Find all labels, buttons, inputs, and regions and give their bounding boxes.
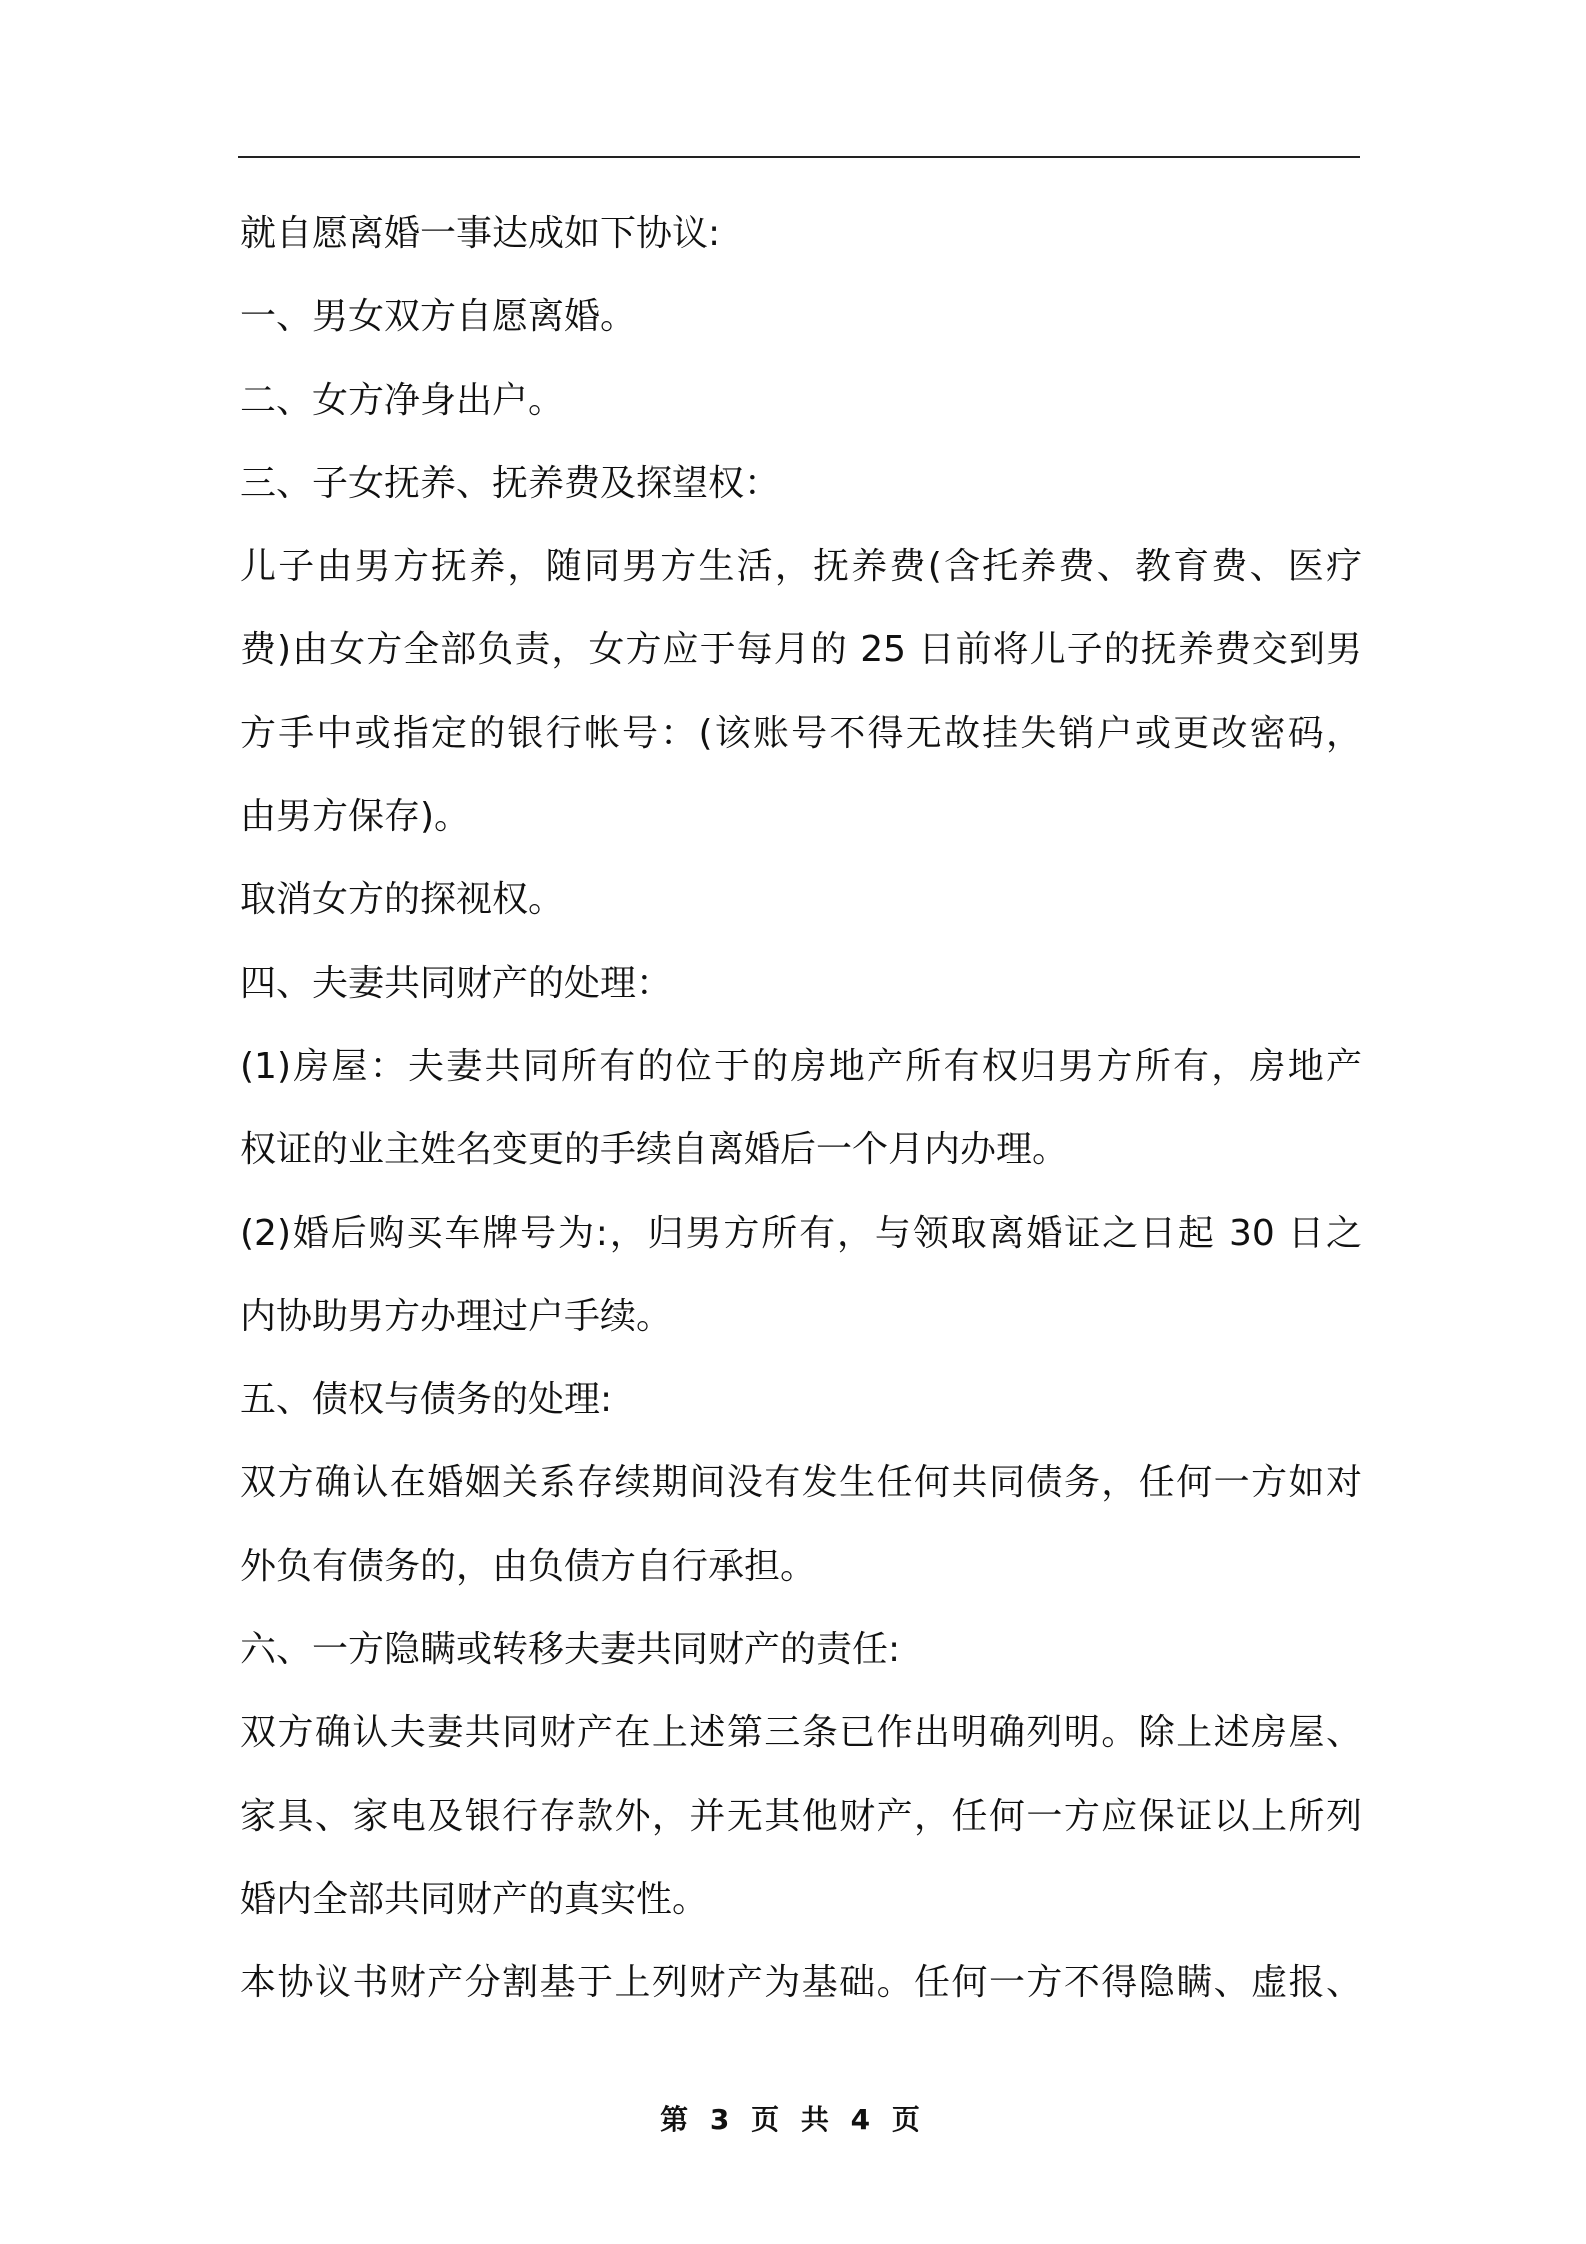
paragraph-line: (1)房屋：夫妻共同所有的位于的房地产所有权归男方所有，房地产	[240, 1045, 1362, 1087]
paragraph-line: 由男方保存)。	[240, 796, 471, 838]
paragraph-line: 婚内全部共同财产的真实性。	[240, 1878, 709, 1920]
paragraph-line: 六、一方隐瞒或转移夫妻共同财产的责任:	[240, 1629, 901, 1671]
paragraph-line: 一、男女双方自愿离婚。	[240, 296, 637, 338]
paragraph-line: 费)由女方全部负责，女方应于每月的 25 日前将儿子的抚养费交到男	[240, 629, 1362, 671]
paragraph-line: (2)婚后购买车牌号为:，归男方所有，与领取离婚证之日起 30 日之	[240, 1212, 1362, 1254]
paragraph-line: 五、债权与债务的处理:	[240, 1379, 613, 1421]
page-number: 第 3 页 共 4 页	[660, 2103, 926, 2136]
paragraph-line: 取消女方的探视权。	[240, 879, 565, 921]
paragraph-line: 二、女方净身出户。	[240, 379, 565, 421]
paragraph-line: 方手中或指定的银行帐号：(该账号不得无故挂失销户或更改密码，	[240, 712, 1362, 754]
paragraph-line: 儿子由男方抚养，随同男方生活，抚养费(含托养费、教育费、医疗	[240, 546, 1362, 588]
paragraph-line: 双方确认在婚姻关系存续期间没有发生任何共同债务，任何一方如对	[240, 1462, 1362, 1504]
paragraph-line: 内协助男方办理过户手续。	[240, 1295, 673, 1337]
header-rule	[238, 156, 1360, 158]
paragraph-line: 双方确认夫妻共同财产在上述第三条已作出明确列明。除上述房屋、	[240, 1712, 1362, 1754]
document-body	[240, 192, 1362, 2025]
paragraph-line: 四、夫妻共同财产的处理：	[240, 962, 673, 1004]
paragraph-line: 家具、家电及银行存款外，并无其他财产，任何一方应保证以上所列	[240, 1795, 1362, 1837]
paragraph-line: 权证的业主姓名变更的手续自离婚后一个月内办理。	[240, 1129, 1069, 1171]
paragraph-line: 外负有债务的，由负债方自行承担。	[240, 1545, 817, 1587]
paragraph-line: 本协议书财产分割基于上列财产为基础。任何一方不得隐瞒、虚报、	[240, 1962, 1362, 2004]
paragraph-line: 三、子女抚养、抚养费及探望权：	[240, 462, 781, 504]
paragraph-line: 就自愿离婚一事达成如下协议:	[240, 213, 721, 254]
